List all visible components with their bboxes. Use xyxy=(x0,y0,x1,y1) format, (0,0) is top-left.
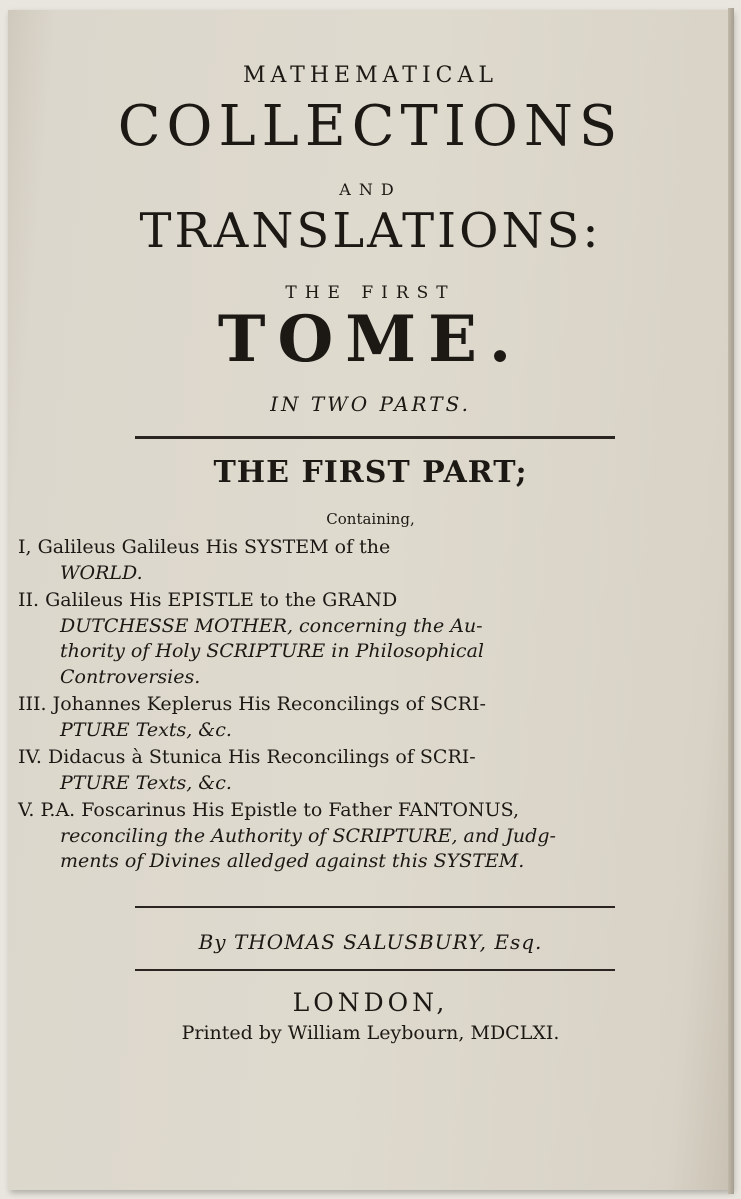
item-line: reconciling the Authority of SCRIPTURE, and Judg- xyxy=(60,824,556,847)
imprint-city: LONDON, xyxy=(292,988,449,1017)
divider-rule xyxy=(135,906,615,908)
part-heading: THE FIRST PART; xyxy=(213,455,528,490)
item-line: thority of Holy SCRIPTURE in Philosophical xyxy=(60,640,484,662)
containing-label: Containing, xyxy=(326,510,415,528)
title-line-collections: COLLECTIONS xyxy=(117,94,624,159)
title-line-the-first: THE FIRST xyxy=(285,283,456,303)
list-item xyxy=(18,745,630,796)
item-line: II. Galileus His EPISTLE to the GRAND xyxy=(18,589,398,611)
item-line: PTURE Texts, &c. xyxy=(60,771,232,794)
title-line-and: AND xyxy=(339,180,402,199)
title-line-tome: TOME. xyxy=(217,302,524,377)
list-item xyxy=(18,798,630,875)
item-line: III. Johannes Keplerus His Reconcilings of SCRI- xyxy=(18,693,486,715)
item-line: ments of Divines alledged against this SYSTEM. xyxy=(60,850,525,872)
contents-list xyxy=(18,535,630,877)
item-line: V. P.A. Foscarinus His Epistle to Father FANTONUS, xyxy=(18,799,519,821)
imprint-printer: Printed by William Leybourn, MDCLXI. xyxy=(181,1022,560,1044)
divider-rule xyxy=(135,969,615,971)
title-line-translations: TRANSLATIONS: xyxy=(139,203,602,259)
item-line: PTURE Texts, &c. xyxy=(60,718,232,741)
item-line: IV. Didacus à Stunica His Reconcilings of SCRI- xyxy=(18,746,476,768)
list-item xyxy=(18,692,630,743)
list-item xyxy=(18,535,630,586)
item-line: I, Galileus Galileus His SYSTEM of the xyxy=(18,536,391,558)
title-line-two-parts: IN TWO PARTS. xyxy=(270,392,471,416)
author-line: By THOMAS SALUSBURY, Esq. xyxy=(198,930,543,954)
item-line: Controversies. xyxy=(60,665,201,688)
item-line: DUTCHESSE MOTHER, concerning the Au- xyxy=(60,614,483,637)
title-line-mathematical: MATHEMATICAL xyxy=(242,63,499,88)
list-item xyxy=(18,588,630,690)
divider-rule xyxy=(135,436,615,439)
item-line: WORLD. xyxy=(60,561,143,584)
